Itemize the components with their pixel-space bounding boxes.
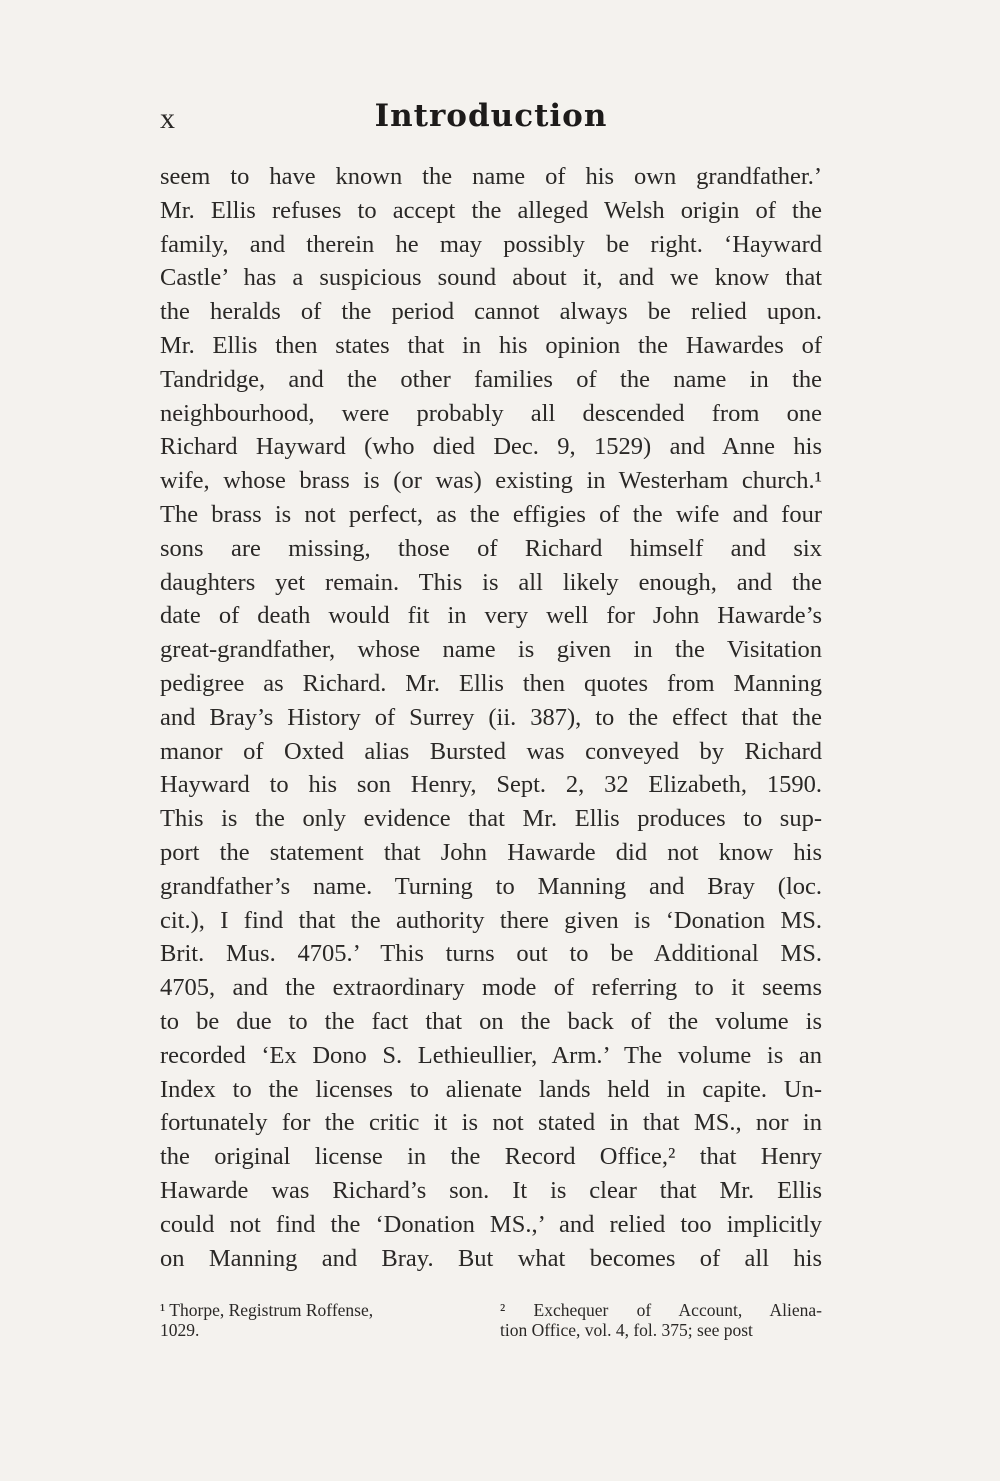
text-line: the heralds of the period cannot always be relied upon. bbox=[160, 298, 822, 326]
text-line: seem to have known the name of his own grandfather.’ bbox=[160, 163, 822, 190]
text-line: neighbourhood, were probably all descended from one bbox=[160, 399, 822, 427]
text-line: to be due to the fact that on the back of the volume is bbox=[160, 1007, 822, 1035]
text-line: This is the only evidence that Mr. Ellis produces to sup- bbox=[160, 805, 822, 833]
text-line: Tandridge, and the other families of the name in the bbox=[160, 365, 822, 393]
footnote-1 bbox=[160, 1300, 490, 1340]
footnote-2 bbox=[500, 1300, 822, 1340]
text-line: 4705, and the extraordinary mode of referring to it seems bbox=[160, 974, 822, 1002]
text-line: great-grandfather, whose name is given in the Visitation bbox=[160, 636, 822, 664]
footnote-1-line-1: ¹ Thorpe, Registrum Roffense, bbox=[160, 1300, 374, 1320]
text-line: and Bray’s History of Surrey (ii. 387), to the effect that the bbox=[160, 703, 822, 731]
text-line: Castle’ has a suspicious sound about it, and we know that bbox=[160, 264, 822, 292]
text-line: on Manning and Bray. But what becomes of all his bbox=[160, 1244, 822, 1272]
text-line: could not find the ‘Donation MS.,’ and relied too implicitly bbox=[160, 1210, 822, 1238]
footnote-2-line-1: ² Exchequer of Account, Aliena- bbox=[500, 1300, 822, 1320]
text-line: Hawarde was Richard’s son. It is clear that Mr. Ellis bbox=[160, 1176, 822, 1204]
text-line: The brass is not perfect, as the effigies of the wife and four bbox=[160, 500, 822, 528]
text-line: Mr. Ellis refuses to accept the alleged Welsh origin of the bbox=[160, 196, 822, 224]
running-head: Introduction bbox=[374, 98, 608, 134]
text-line: daughters yet remain. This is all likely enough, and the bbox=[160, 568, 822, 596]
text-line: Brit. Mus. 4705.’ This turns out to be Additional MS. bbox=[160, 940, 822, 968]
text-line: sons are missing, those of Richard himself and six bbox=[160, 534, 822, 562]
text-line: pedigree as Richard. Mr. Ellis then quotes from Manning bbox=[160, 669, 822, 697]
text-line: Index to the licenses to alienate lands held in capite. Un- bbox=[160, 1075, 822, 1103]
text-line: recorded ‘Ex Dono S. Lethieullier, Arm.’ The volume is an bbox=[160, 1041, 822, 1069]
text-line: family, and therein he may possibly be right. ‘Hayward bbox=[160, 230, 822, 258]
body-text bbox=[160, 160, 822, 1275]
text-line: cit.), I find that the authority there given is ‘Donation MS. bbox=[160, 906, 822, 934]
text-line: manor of Oxted alias Bursted was conveyed by Richard bbox=[160, 737, 822, 765]
text-line: port the statement that John Hawarde did not know his bbox=[160, 838, 822, 866]
text-line: Hayward to his son Henry, Sept. 2, 32 Elizabeth, 1590. bbox=[160, 771, 822, 799]
page-number: x bbox=[160, 102, 176, 135]
text-line: Richard Hayward (who died Dec. 9, 1529) and Anne his bbox=[160, 433, 822, 461]
text-line: Mr. Ellis then states that in his opinion the Hawardes of bbox=[160, 331, 822, 359]
page-header bbox=[160, 98, 822, 148]
text-line: the original license in the Record Office,² that Henry bbox=[160, 1143, 822, 1171]
footnotes bbox=[160, 1300, 822, 1360]
footnote-1-line-2: 1029. bbox=[160, 1320, 200, 1340]
footnote-2-line-2: tion Office, vol. 4, fol. 375; see post bbox=[500, 1320, 753, 1340]
text-line: wife, whose brass is (or was) existing in Westerham church.¹ bbox=[160, 467, 822, 495]
text-line: fortunately for the critic it is not stated in that MS., nor in bbox=[160, 1109, 822, 1137]
text-line: date of death would fit in very well for John Hawarde’s bbox=[160, 602, 822, 630]
text-line: grandfather’s name. Turning to Manning and Bray (loc. bbox=[160, 872, 822, 900]
